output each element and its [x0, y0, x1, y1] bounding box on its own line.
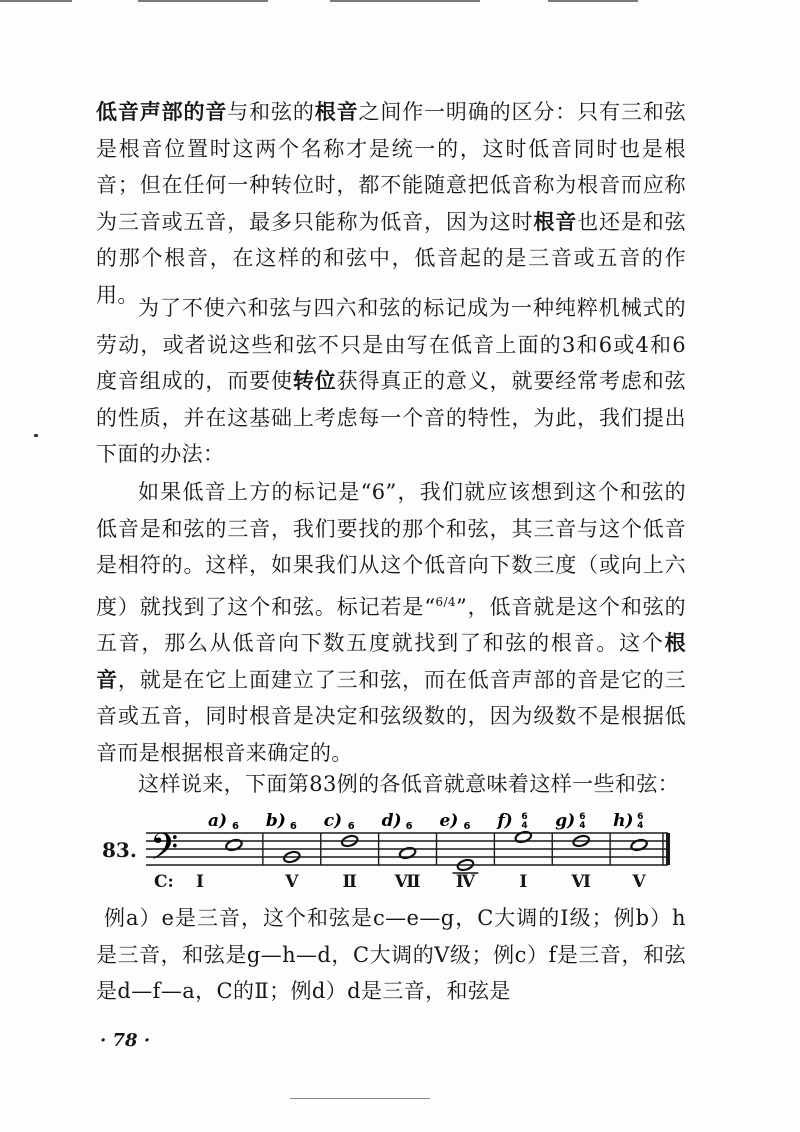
text-run: 这样说来，下面第83例的各低音就意味着这样一些和弦：: [138, 772, 680, 796]
example-letter: g): [555, 811, 576, 831]
example-letter: h): [613, 811, 634, 831]
bold-term: 根音: [96, 630, 686, 692]
roman-numeral: Ⅳ: [455, 872, 476, 892]
text-run: 与和弦的: [227, 100, 315, 124]
scan-edge-mark: [138, 0, 268, 2]
bold-term: 转位: [292, 368, 337, 393]
example-letter: b): [265, 811, 286, 831]
paragraph-1: [96, 94, 686, 313]
roman-numeral: Ⅴ: [285, 872, 299, 892]
figured-bass-digit: 4: [521, 821, 528, 831]
text-run: 也还是和弦的那个根音，在这样的和弦中，低音起的是三音或五音的作用。: [96, 209, 686, 307]
staff-lines: [146, 833, 668, 865]
figured-bass-digit: 6: [405, 821, 413, 832]
example-letter: d): [381, 811, 402, 831]
scan-speck: [34, 434, 38, 437]
figured-bass-6-4: 6/4: [435, 594, 456, 609]
figured-bass-digit: 6: [637, 812, 644, 822]
text-run: 为了不使六和弦与四六和弦的标记成为一种纯粹机械式的劳动，或者说这些和弦不只是由写在低音上面的3和6或4和6度音组成的，而要使: [96, 296, 686, 393]
example-letter: c): [323, 811, 343, 831]
page-number: · 78 ·: [100, 1030, 151, 1051]
example-letter: e): [439, 811, 459, 831]
bold-term: 根音: [314, 99, 359, 124]
notes-layer: [208, 811, 668, 873]
roman-numeral: Ⅰ: [519, 872, 528, 892]
whole-note: [225, 838, 243, 852]
roman-numeral: Ⅶ: [394, 872, 421, 892]
figured-bass-digit: 6: [463, 821, 471, 832]
figured-bass-digit: 6: [289, 821, 297, 832]
text-run: 之间作一明确的区分：只有三和弦是根音位置时这两个名称才是统一的，这时低音同时也是根音；但在任何一种转位时，都不能随意把低音称为根音而应称为三音或五音，最多只能称为低音，因为这时: [96, 100, 687, 234]
paragraph-2: [96, 290, 686, 473]
scan-edge-mark: [548, 0, 638, 2]
scan-edge-mark: [330, 0, 480, 2]
roman-numeral: Ⅴ: [632, 872, 646, 892]
scan-edge-mark: [0, 0, 72, 2]
key-label: C:: [154, 872, 174, 892]
figured-bass-digit: 6: [347, 821, 355, 832]
figured-bass-digit: 6: [579, 812, 586, 822]
figured-bass-digit: 6: [521, 812, 528, 822]
text-run: 获得真正的意义，就要经常考虑和弦的性质，并在这基础上考虑每一个音的特性，为此，我们提出下面的办法：: [96, 369, 686, 466]
roman-numeral: Ⅰ: [196, 872, 204, 892]
figured-bass-digit: 4: [579, 821, 586, 831]
text-run: ，就是在它上面建立了三和弦，而在低音声部的音是它的三音或五音，同时根音是决定和弦级数的，因为级数不是根据低音而是根据根音来确定的。: [96, 667, 686, 765]
whole-note: [514, 830, 532, 844]
paragraph-4: [96, 766, 686, 803]
text-run: 例a）e是三音，这个和弦是c—e—g，C大调的Ⅰ级；例b）h是三音，和弦是g—h—d，C大调的Ⅴ级；例c）f是三音，和弦是d—f—a，C的Ⅱ；例d）d是三音，和弦是: [96, 906, 686, 1003]
paragraph-3: [96, 474, 686, 771]
roman-numeral: Ⅵ: [571, 872, 591, 892]
whole-note: [283, 850, 301, 864]
whole-note: [456, 858, 474, 872]
whole-note: [572, 834, 590, 848]
example-number: 83.: [102, 838, 137, 862]
whole-note: [399, 846, 417, 860]
whole-note: [341, 834, 359, 848]
roman-numeral: Ⅱ: [342, 872, 357, 892]
example-letter: f): [497, 811, 513, 831]
footer-rule: [290, 1098, 430, 1099]
text-run: ”，低音就是这个和弦的五音，那么从低音向下数五度就找到了和弦的根音。这个: [96, 594, 687, 655]
figured-bass-digit: 6: [231, 821, 239, 832]
bass-clef-icon: 𝄢: [150, 826, 179, 877]
paragraph-5: [96, 900, 686, 1010]
figured-bass-digit: 4: [637, 821, 644, 831]
text-run: 如果低音上方的标记是“6”，我们就应该想到这个和弦的低音是和弦的三音，我们要找的那个和弦，其三音与这个低音是相符的。这样，如果我们从这个低音向下数三度（或向上六度）就找到了这个和弦。标记若是“: [96, 480, 686, 619]
bold-term: 低音声部的音: [96, 99, 228, 124]
example-letter: a): [207, 811, 227, 831]
whole-note: [630, 838, 648, 852]
bold-term: 根音: [533, 208, 578, 234]
